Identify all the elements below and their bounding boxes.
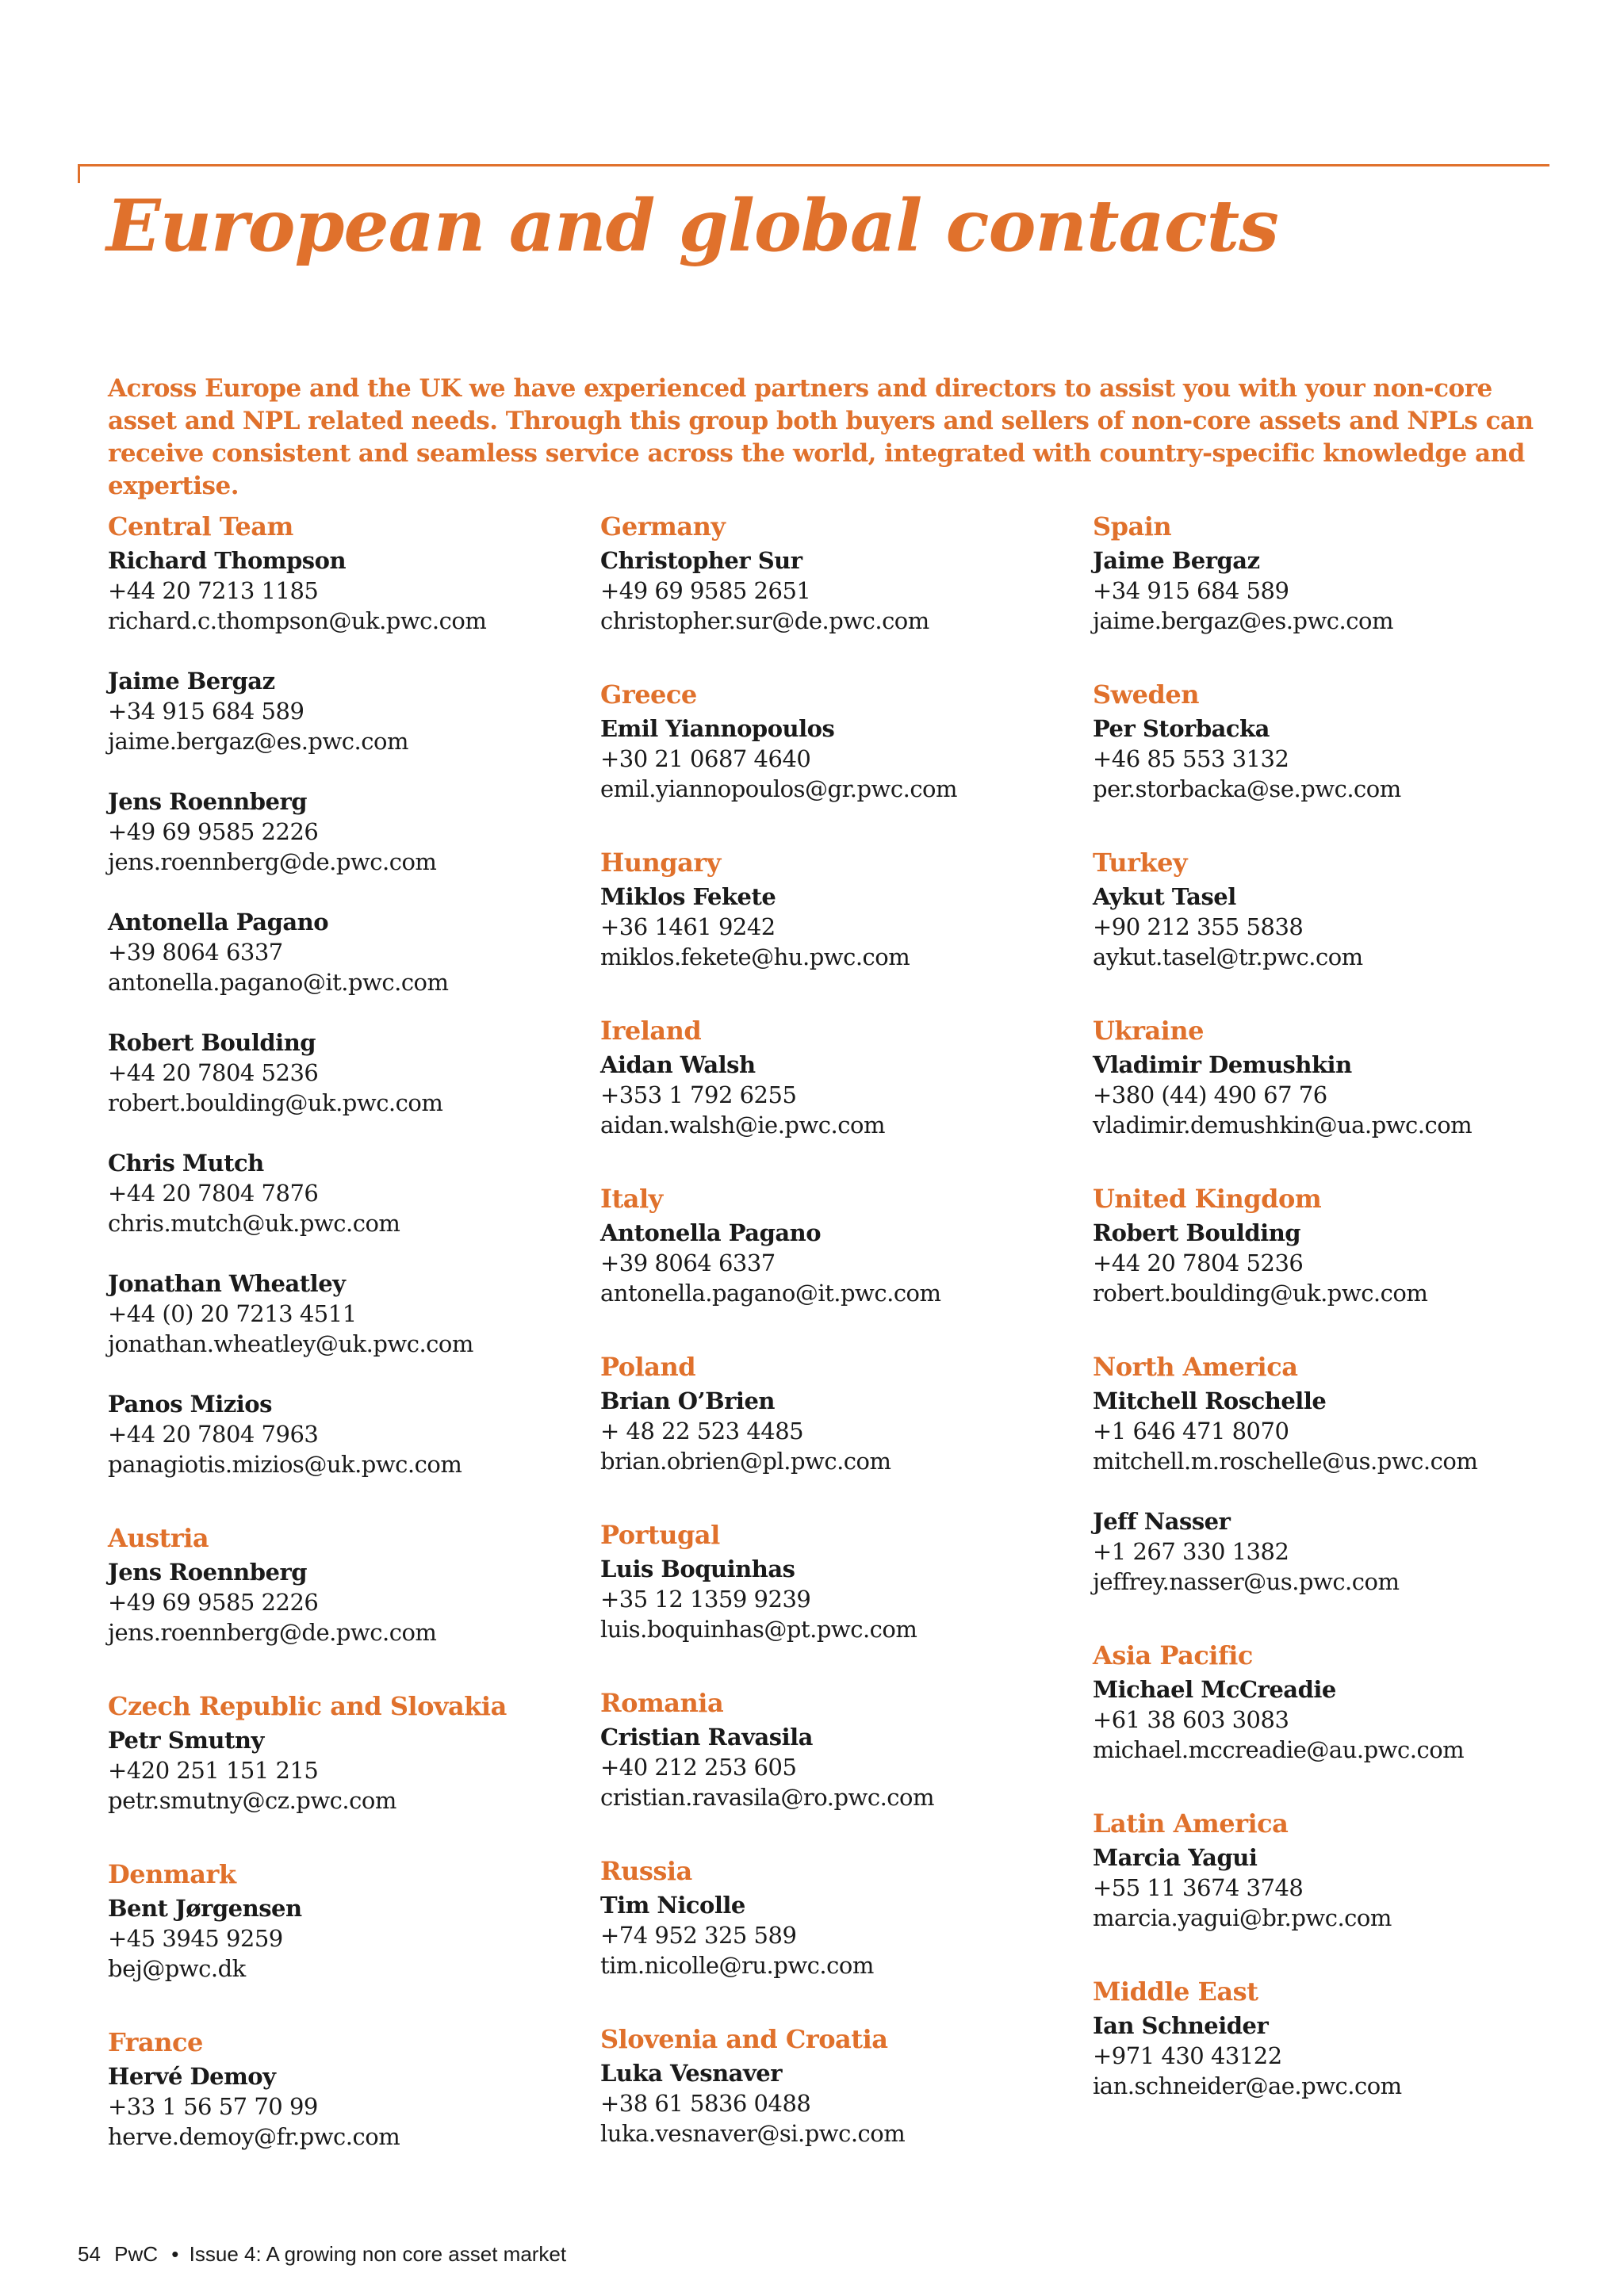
contact-name: Jaime Bergaz [1093,547,1260,574]
contact-email-link[interactable]: richard.c.thompson@uk.pwc.com [108,607,487,634]
contact-name: Jens Roennberg [108,788,308,815]
section-heading: Asia Pacific [1093,1640,1253,1670]
contact-card [108,1389,584,1479]
section-latin-america [1093,1806,1568,1933]
section-heading: Ukraine [1093,1016,1204,1046]
contact-phone: +90 212 355 5838 [1093,913,1304,940]
contact-email-link[interactable]: jonathan.wheatley@uk.pwc.com [108,1330,473,1357]
contact-card [600,2058,1076,2149]
contact-phone: +34 915 684 589 [108,698,304,725]
contact-phone: +38 61 5836 0488 [600,2090,811,2117]
contact-phone: +49 69 9585 2651 [600,577,811,604]
contact-phone: +44 20 7804 7963 [108,1421,319,1448]
contact-phone: +44 20 7804 7876 [108,1180,319,1207]
contact-email-link[interactable]: per.storbacka@se.pwc.com [1093,775,1401,802]
contact-phone: +44 (0) 20 7213 4511 [108,1300,357,1327]
contact-email-link[interactable]: antonella.pagano@it.pwc.com [108,969,449,996]
contact-email-link[interactable]: jaime.bergaz@es.pwc.com [108,728,408,755]
section-north-america [1093,1349,1568,1597]
contact-email-link[interactable]: antonella.pagano@it.pwc.com [600,1280,941,1307]
contact-name: Tim Nicolle [600,1892,745,1919]
contact-card [1093,882,1568,972]
section-heading: Slovenia and Croatia [600,2024,888,2054]
contact-name: Hervé Demoy [108,2063,276,2090]
section-turkey [1093,845,1568,972]
contact-phone: +380 (44) 490 67 76 [1093,1081,1327,1108]
contact-card [1093,545,1568,636]
contacts-column-2 [600,509,1076,2190]
contact-name: Richard Thompson [108,547,347,574]
contact-card [600,1386,1076,1476]
contact-name: Jens Roennberg [108,1559,308,1586]
contact-card [1093,1218,1568,1308]
contact-name: Antonella Pagano [600,1219,822,1246]
section-heading: Turkey [1093,848,1188,878]
contact-phone: +36 1461 9242 [600,913,776,940]
contact-name: Jonathan Wheatley [108,1270,346,1297]
contact-email-link[interactable]: petr.smutny@cz.pwc.com [108,1787,396,1814]
section-austria [108,1521,584,1647]
contact-email-link[interactable]: christopher.sur@de.pwc.com [600,607,929,634]
contact-phone: +35 12 1359 9239 [600,1586,811,1613]
contact-name: Aykut Tasel [1093,883,1236,910]
section-poland [600,1349,1076,1476]
contact-phone: +39 8064 6337 [600,1249,776,1276]
contact-phone: +44 20 7804 5236 [108,1059,319,1086]
intro-paragraph: Across Europe and the UK we have experienced partners and directors to assist you with your non-core asset and NPL related needs. Through this group both buyers and sellers of non-core assets and NPLs can receive consistent and seamless service across the world, integrated with country-specific knowledge and expertise. [108,374,1534,500]
contact-name: Aidan Walsh [600,1051,756,1078]
section-slovenia-and-croatia [600,2022,1076,2149]
contact-name: Antonella Pagano [108,909,329,936]
section-denmark [108,1857,584,1984]
section-united-kingdom [1093,1181,1568,1308]
section-heading: Portugal [600,1520,720,1550]
contact-name: Emil Yiannopoulos [600,715,835,742]
section-heading: Latin America [1093,1808,1289,1839]
contact-email-link[interactable]: marcia.yagui@br.pwc.com [1093,1904,1392,1931]
contact-card [108,1269,584,1359]
section-central-team [108,509,584,1479]
contact-card [600,882,1076,972]
section-spain [1093,509,1568,636]
contact-email-link[interactable]: tim.nicolle@ru.pwc.com [600,1952,874,1979]
contact-email-link[interactable]: luka.vesnaver@si.pwc.com [600,2120,906,2147]
contact-card [1093,2011,1568,2101]
contact-phone: +34 915 684 589 [1093,577,1289,604]
contact-phone: +61 38 603 3083 [1093,1706,1289,1733]
contact-email-link[interactable]: aykut.tasel@tr.pwc.com [1093,943,1363,970]
contact-card [108,1148,584,1238]
contact-name: Luis Boquinhas [600,1556,795,1582]
section-heading: North America [1093,1352,1298,1382]
contact-phone: + 48 22 523 4485 [600,1418,804,1445]
section-heading: Romania [600,1688,724,1718]
footer-brand: PwC [114,2242,159,2266]
section-heading: United Kingdom [1093,1184,1322,1214]
contact-name: Ian Schneider [1093,2012,1269,2039]
section-asia-pacific [1093,1638,1568,1765]
section-czech-republic-and-slovakia [108,1689,584,1816]
contact-email-link[interactable]: luis.boquinhas@pt.pwc.com [600,1616,917,1643]
section-heading: Germany [600,511,726,541]
section-ukraine [1093,1013,1568,1140]
section-romania [600,1686,1076,1812]
section-heading: Austria [108,1523,209,1553]
contact-email-link[interactable]: aidan.walsh@ie.pwc.com [600,1112,885,1138]
contact-email-link[interactable]: jens.roennberg@de.pwc.com [108,1619,437,1646]
contact-card [1093,1506,1568,1597]
contact-phone: +74 952 325 589 [600,1922,797,1949]
contact-card [108,2061,584,2152]
contact-email-link[interactable]: robert.boulding@uk.pwc.com [1093,1280,1428,1307]
section-heading: Greece [600,679,697,710]
section-france [108,2025,584,2152]
contact-phone: +971 430 43122 [1093,2042,1282,2069]
contact-name: Mitchell Roschelle [1093,1387,1327,1414]
contact-card [108,1557,584,1647]
section-heading: Sweden [1093,679,1200,710]
contact-card [1093,1843,1568,1933]
contact-email-link[interactable]: herve.demoy@fr.pwc.com [108,2123,400,2150]
contact-email-link[interactable]: bej@pwc.dk [108,1955,246,1982]
contact-name: Vladimir Demushkin [1093,1051,1352,1078]
contact-card [108,545,584,636]
contact-name: Brian O’Brien [600,1387,775,1414]
section-ireland [600,1013,1076,1140]
section-hungary [600,845,1076,972]
contacts-column-3 [1093,509,1568,2142]
contact-email-link[interactable]: brian.obrien@pl.pwc.com [600,1448,891,1475]
contact-phone: +49 69 9585 2226 [108,818,319,845]
contact-email-link[interactable]: robert.boulding@uk.pwc.com [108,1089,443,1116]
section-heading: Denmark [108,1859,236,1889]
contact-name: Jeff Nasser [1093,1508,1231,1535]
contact-card [600,1890,1076,1980]
contact-name: Michael McCreadie [1093,1676,1336,1703]
contact-card [1093,1386,1568,1476]
contact-name: Miklos Fekete [600,883,776,910]
section-heading: Poland [600,1352,696,1382]
section-portugal [600,1517,1076,1644]
contact-name: Luka Vesnaver [600,2060,783,2087]
contact-phone: +39 8064 6337 [108,939,283,966]
contact-name: Christopher Sur [600,547,802,574]
section-heading: Middle East [1093,1976,1258,2007]
contact-card [108,666,584,756]
page-title: European and global contacts [106,184,1278,268]
contact-phone: +45 3945 9259 [108,1925,283,1952]
contact-phone: +40 212 253 605 [600,1754,797,1781]
contact-email-link[interactable]: jens.roennberg@de.pwc.com [108,848,437,875]
contact-card [600,1554,1076,1644]
footer-bullet: • [171,2242,179,2266]
contact-name: Robert Boulding [1093,1219,1301,1246]
section-italy [600,1181,1076,1308]
section-germany [600,509,1076,636]
contact-email-link[interactable]: michael.mccreadie@au.pwc.com [1093,1736,1465,1763]
contact-name: Bent Jørgensen [108,1895,302,1922]
contact-phone: +420 251 151 215 [108,1757,319,1784]
section-russia [600,1854,1076,1980]
contact-name: Petr Smutny [108,1727,264,1754]
contact-card [108,1027,584,1118]
contact-phone: +1 267 330 1382 [1093,1538,1289,1565]
contact-email-link[interactable]: cristian.ravasila@ro.pwc.com [600,1784,934,1811]
contacts-column-1 [108,509,584,2193]
contact-phone: +1 646 471 8070 [1093,1418,1289,1445]
contact-phone: +46 85 553 3132 [1093,745,1289,772]
contact-card [1093,1050,1568,1140]
contact-phone: +353 1 792 6255 [600,1081,797,1108]
section-heading: Central Team [108,511,293,541]
contact-name: Chris Mutch [108,1150,264,1177]
section-heading: Spain [1093,511,1172,541]
contact-email-link[interactable]: panagiotis.mizios@uk.pwc.com [108,1451,462,1478]
section-sweden [1093,677,1568,804]
footer-issue: Issue 4: A growing non core asset market [189,2242,567,2266]
contact-phone: +44 20 7804 5236 [1093,1249,1304,1276]
contact-phone: +30 21 0687 4640 [600,745,811,772]
section-heading: Hungary [600,848,721,878]
contact-card [108,1725,584,1816]
contact-name: Jaime Bergaz [108,668,275,695]
section-heading: Italy [600,1184,663,1214]
contact-name: Per Storbacka [1093,715,1270,742]
page-footer [78,2241,574,2267]
contact-email-link[interactable]: chris.mutch@uk.pwc.com [108,1210,400,1237]
section-heading: France [108,2027,203,2057]
section-heading: Russia [600,1856,692,1886]
contact-name: Marcia Yagui [1093,1844,1258,1871]
page-number: 54 [78,2242,101,2266]
contact-card [108,907,584,997]
contact-email-link[interactable]: ian.schneider@ae.pwc.com [1093,2072,1402,2099]
section-greece [600,677,1076,804]
contact-phone: +44 20 7213 1185 [108,577,319,604]
contact-card [600,714,1076,804]
contact-card [108,1893,584,1984]
contact-phone: +55 11 3674 3748 [1093,1874,1304,1901]
contact-email-link[interactable]: vladimir.demushkin@ua.pwc.com [1093,1112,1473,1138]
contact-phone: +33 1 56 57 70 99 [108,2093,318,2120]
contact-card [600,1722,1076,1812]
contact-phone: +49 69 9585 2226 [108,1589,319,1616]
contact-email-link[interactable]: jaime.bergaz@es.pwc.com [1093,607,1393,634]
contact-card [1093,1674,1568,1765]
section-heading: Czech Republic and Slovakia [108,1691,507,1721]
contact-card [1093,714,1568,804]
contact-card [600,1050,1076,1140]
section-heading: Ireland [600,1016,702,1046]
contact-name: Cristian Ravasila [600,1724,813,1751]
section-middle-east [1093,1974,1568,2101]
contact-email-link[interactable]: mitchell.m.roschelle@us.pwc.com [1093,1448,1478,1475]
contact-card [600,545,1076,636]
contact-card [600,1218,1076,1308]
contact-email-link[interactable]: emil.yiannopoulos@gr.pwc.com [600,775,958,802]
contact-email-link[interactable]: miklos.fekete@hu.pwc.com [600,943,910,970]
contact-name: Panos Mizios [108,1391,272,1418]
contact-card [108,786,584,877]
contact-email-link[interactable]: jeffrey.nasser@us.pwc.com [1093,1568,1400,1595]
contact-name: Robert Boulding [108,1029,316,1056]
